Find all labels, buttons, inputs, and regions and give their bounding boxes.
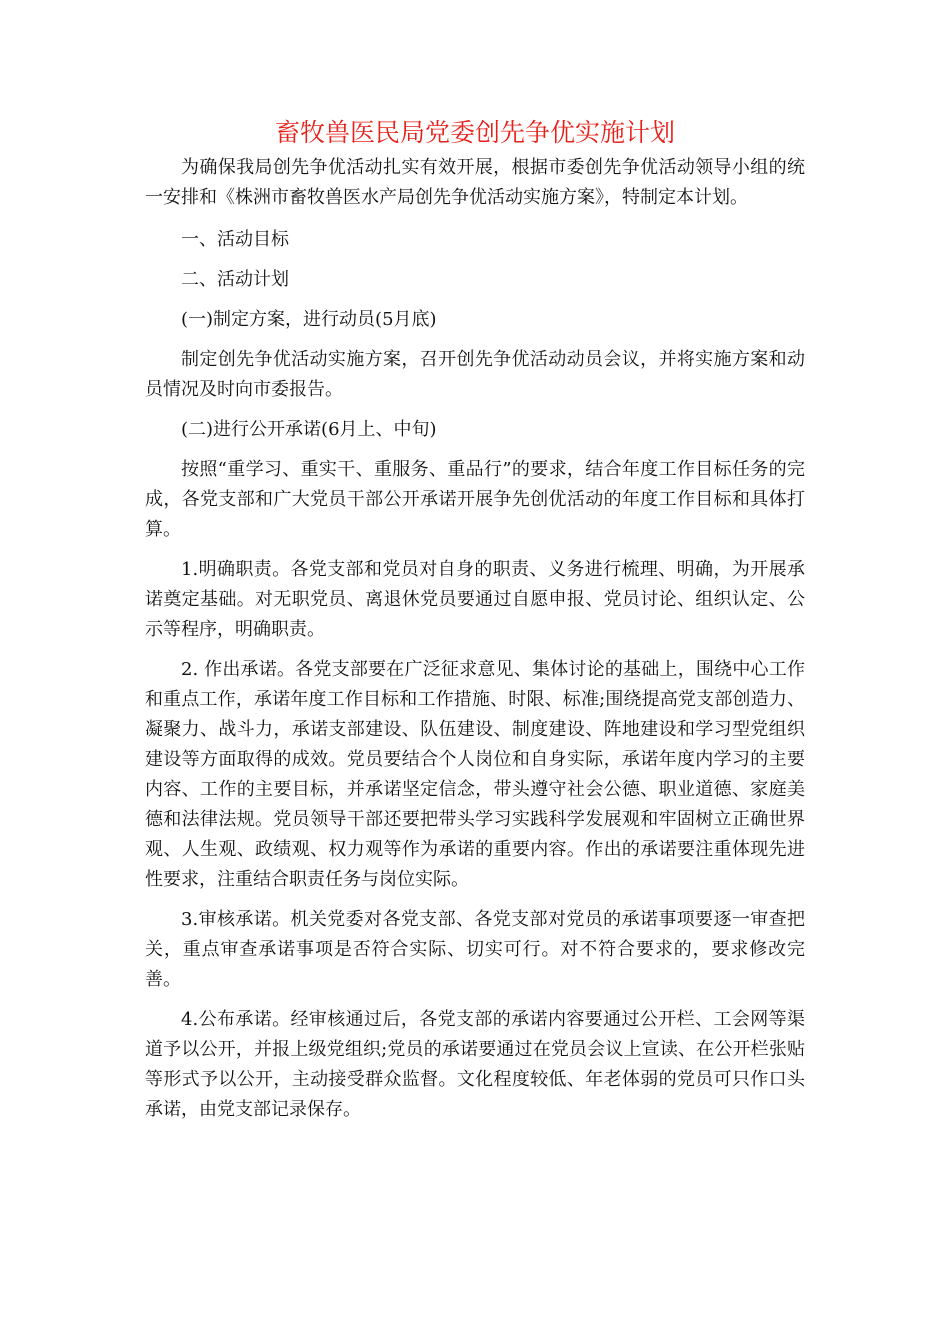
paragraph-commitment-intro: 按照“重学习、重实干、重服务、重品行”的要求，结合年度工作目标任务的完成，各党支部和广大党员干部公开承诺开展争先创优活动的年度工作目标和具体打算。 [145, 459, 805, 540]
paragraph-item-1: 1.明确职责。各党支部和党员对自身的职责、义务进行梳理、明确，为开展承诺奠定基础。对无职党员、离退休党员要通过自愿申报、党员讨论、组织认定、公示等程序，明确职责。 [145, 559, 805, 640]
subsection-heading-1: (一)制定方案，进行动员(5月底) [181, 309, 437, 330]
document-title: 畜牧兽医民局党委创先争优实施计划 [274, 118, 675, 147]
document-body [145, 153, 805, 1135]
paragraph-item-2: 2. 作出承诺。各党支部要在广泛征求意见、集体讨论的基础上，围绕中心工作和重点工作，承诺年度工作目标和工作措施、时限、标准;围绕提高党支部创造力、凝聚力、战斗力，承诺支部建设、队伍建设、制度建设、阵地建设和学习型党组织建设等方面取得的成效。党员要结合个人岗位和自身实际，承诺年度内学习的主要内容、工作的主要目标，并承诺坚定信念，带头遵守社会公德、职业道德、家庭美德和法律法规。党员领导干部还要把带头学习实践科学发展观和牢固树立正确世界观、人生观、政绩观、权力观等作为承诺的重要内容。作出的承诺要注重体现先进性要求，注重结合职责任务与岗位实际。 [145, 659, 805, 890]
section-heading-goals: 一、活动目标 [181, 229, 289, 250]
intro-paragraph: 为确保我局创先争优活动扎实有效开展，根据市委创先争优活动领导小组的统一安排和《株洲市畜牧兽医水产局创先争优活动实施方案》，特制定本计划。 [145, 157, 805, 208]
paragraph-item-4: 4.公布承诺。经审核通过后，各党支部的承诺内容要通过公开栏、工会网等渠道予以公开，并报上级党组织;党员的承诺要通过在党员会议上宣读、在公开栏张贴等形式予以公开，主动接受群众监督。文化程度较低、年老体弱的党员可只作口头承诺，由党支部记录保存。 [145, 1009, 805, 1120]
paragraph-item-3: 3.审核承诺。机关党委对各党支部、各党支部对党员的承诺事项要逐一审查把关，重点审查承诺事项是否符合实际、切实可行。对不符合要求的，要求修改完善。 [145, 909, 805, 990]
paragraph-mobilization: 制定创先争优活动实施方案，召开创先争优活动动员会议，并将实施方案和动员情况及时向市委报告。 [145, 349, 805, 400]
subsection-heading-2: (二)进行公开承诺(6月上、中旬) [181, 419, 437, 440]
section-heading-plan: 二、活动计划 [181, 269, 289, 290]
